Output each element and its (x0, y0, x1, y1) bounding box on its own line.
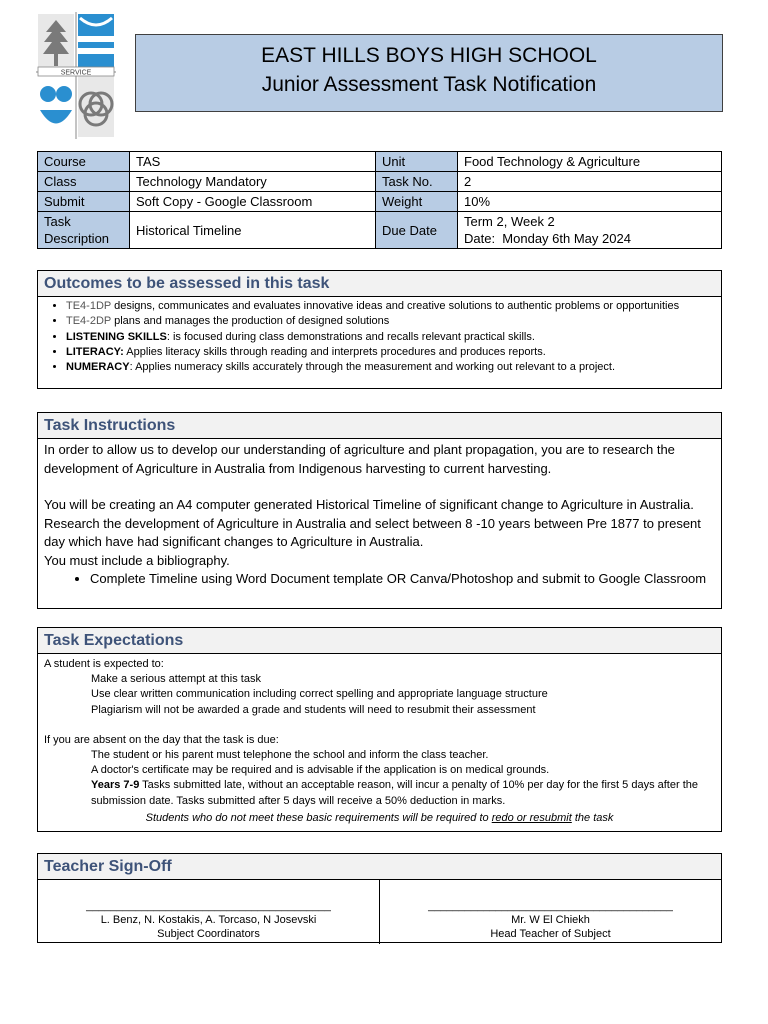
school-crest-logo (36, 12, 116, 139)
coordinator-names: L. Benz, N. Kostakis, A. Torcaso, N Josevski (100, 914, 317, 926)
signature-block-coordinators (38, 880, 379, 944)
expectations-body (38, 654, 721, 829)
coordinator-role: Subject Coordinators (157, 928, 260, 940)
requirements-note: Students who do not meet these basic requirements will be required to redo or resubmit the task (145, 811, 614, 824)
task-info-table (37, 151, 722, 249)
list-item: The student or his parent must telephone the school and inform the class teacher. (91, 749, 489, 762)
task-description-label-line2: Description (44, 231, 110, 246)
instructions-paragraph-3: You must include a bibliography. (44, 552, 230, 568)
course-value: TAS (130, 152, 376, 172)
title-box (135, 34, 723, 112)
submit-value: Soft Copy - Google Classroom (130, 192, 376, 212)
list-item: Use clear written communication including correct spelling and appropriate language structure (91, 688, 548, 701)
list-item: • TE4-2DP plans and manages the production of designed solutions (66, 314, 721, 329)
weight-value: 10% (458, 192, 722, 212)
task-description-value: Historical Timeline (130, 212, 376, 249)
head-teacher-name: Mr. W El Chiekh (511, 914, 590, 926)
signature-line: ________________________________________ (86, 900, 331, 912)
table-row (38, 192, 722, 212)
due-date-value (458, 212, 722, 249)
submit-label: Submit (38, 192, 130, 212)
logo-motto: SERVICE (60, 69, 92, 77)
signoff-section (37, 853, 722, 943)
instructions-section (37, 412, 722, 609)
due-term: Term 2, Week 2 (464, 214, 555, 229)
instructions-body (38, 439, 721, 591)
list-item: Plagiarism will not be awarded a grade and students will need to resubmit their assessment (91, 703, 536, 716)
due-date: Date: Monday 6th May 2024 (464, 231, 631, 246)
course-label: Course (38, 152, 130, 172)
due-date-label: Due Date (376, 212, 458, 249)
task-number-value: 2 (458, 172, 722, 192)
signature-line: ________________________________________ (428, 900, 673, 912)
absent-intro: If you are absent on the day that the task is due: (44, 733, 279, 746)
instructions-paragraph-1: In order to allow us to develop our understanding of agriculture and plant propagation, you are to research the development of Agriculture in Australia from Indigenous harvesting to current harvesting. (44, 442, 675, 476)
list-item: • TE4-1DP designs, communicates and evaluates innovative ideas and creative solutions to authentic problems or opportunities (66, 299, 721, 314)
head-teacher-role: Head Teacher of Subject (490, 928, 611, 940)
expectations-section (37, 627, 722, 832)
late-policy: Years 7-9 Tasks submitted late, without an acceptable reason, will incur a penalty of 10% per day for the first 5 days after the submission date. Tasks submitted after 5 days will receive a 50% deduction in marks. (91, 779, 698, 807)
table-row (38, 212, 722, 249)
list-item: A doctor's certificate may be required and is advisable if the application is on medical grounds. (91, 764, 550, 777)
signature-block-head-teacher (379, 880, 721, 944)
instructions-heading: Task Instructions (38, 413, 721, 439)
task-number-label: Task No. (376, 172, 458, 192)
unit-label: Unit (376, 152, 458, 172)
list-item: • Complete Timeline using Word Document template OR Canva/Photoshop and submit to Google Classroom (90, 570, 715, 589)
document-subtitle: Junior Assessment Task Notification (261, 73, 597, 96)
unit-value: Food Technology & Agriculture (458, 152, 722, 172)
table-row (38, 172, 722, 192)
class-label: Class (38, 172, 130, 192)
list-item: • LITERACY: Applies literacy skills through reading and interprets procedures and produces reports. (66, 345, 721, 360)
class-value: Technology Mandatory (130, 172, 376, 192)
table-row (38, 152, 722, 172)
weight-label: Weight (376, 192, 458, 212)
task-description-label (38, 212, 130, 249)
list-item: • LISTENING SKILLS: is focused during class demonstrations and recalls relevant practical skills. (66, 330, 721, 345)
outcomes-list (38, 299, 721, 375)
signoff-heading: Teacher Sign-Off (38, 854, 721, 880)
school-name: EAST HILLS BOYS HIGH SCHOOL (261, 44, 597, 67)
list-item: • NUMERACY: Applies numeracy skills accurately through the measurement and working out relevant to a project. (66, 360, 721, 375)
expectations-intro: A student is expected to: (44, 658, 164, 670)
outcomes-heading: Outcomes to be assessed in this task (38, 271, 721, 297)
task-description-label-line1: Task (44, 214, 71, 229)
list-item: Make a serious attempt at this task (91, 673, 261, 686)
outcomes-section (37, 270, 722, 389)
instructions-paragraph-2: You will be creating an A4 computer generated Historical Timeline of significant change to Agriculture in Australia. Research the development of Agriculture in Australia and select between 8 -10 years between Pre 1877 to present day which have had significant changes to Agriculture in Australia. (44, 497, 701, 549)
expectations-heading: Task Expectations (38, 628, 721, 654)
